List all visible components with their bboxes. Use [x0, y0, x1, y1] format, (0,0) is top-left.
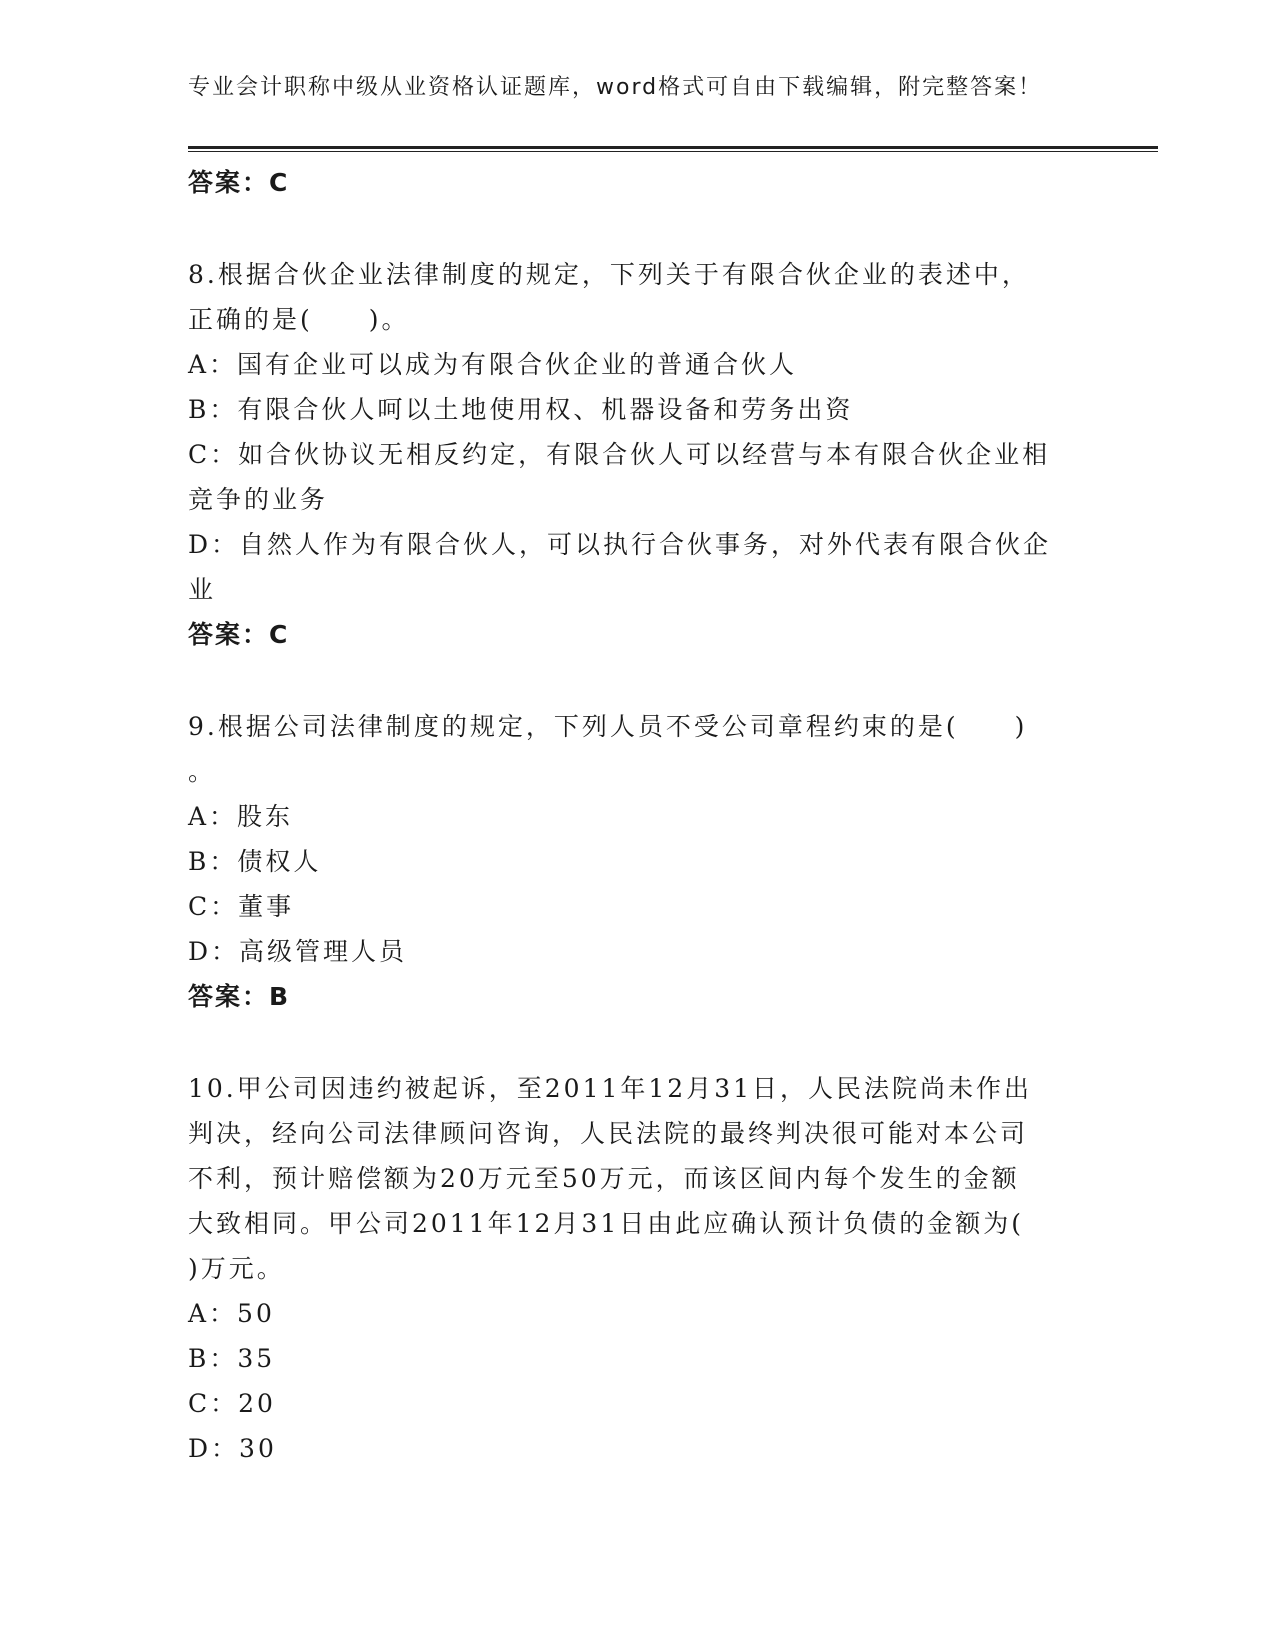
option-b: B：有限合伙人呵以土地使用权、机器设备和劳务出资 [188, 395, 854, 424]
option-a: A：50 [188, 1299, 275, 1328]
question-stem-line: 8.根据合伙企业法律制度的规定，下列关于有限合伙企业的表述中， [188, 260, 1030, 289]
question-stem-line: 9.根据公司法律制度的规定，下列人员不受公司章程约束的是( ) [188, 712, 1028, 741]
option-d: D：自然人作为有限合伙人，可以执行合伙事务，对外代表有限合伙企 [188, 530, 1052, 559]
option-d: D：高级管理人员 [188, 937, 408, 966]
option-c-continued: 竞争的业务 [188, 485, 329, 514]
question-stem-line: 正确的是( )。 [188, 305, 410, 334]
question-stem-line: 。 [188, 757, 217, 786]
option-d-continued: 业 [188, 575, 217, 604]
answer: 答案：B [188, 982, 291, 1011]
previous-answer: 答案：C [188, 168, 290, 197]
question-stem-line: 大致相同。甲公司2011年12月31日由此应确认预计负债的金额为( [188, 1209, 1025, 1238]
page-header: 专业会计职称中级从业资格认证题库，word格式可自由下载编辑，附完整答案！ [188, 75, 1043, 100]
answer: 答案：C [188, 620, 290, 649]
option-c: C：董事 [188, 892, 295, 921]
question-9 [188, 704, 1088, 1020]
option-a: A：国有企业可以成为有限合伙企业的普通合伙人 [188, 350, 798, 379]
header-divider [188, 146, 1158, 152]
question-stem-line: 判决，经向公司法律顾问咨询，人民法院的最终判决很可能对本公司 [188, 1119, 1029, 1148]
option-b: B：债权人 [188, 847, 322, 876]
option-c: C：20 [188, 1389, 276, 1418]
question-10 [188, 1066, 1088, 1471]
question-stem-line: 10.甲公司因违约被起诉，至2011年12月31日，人民法院尚未作出 [188, 1074, 1033, 1103]
option-d: D：30 [188, 1434, 277, 1463]
option-a: A：股东 [188, 802, 294, 831]
question-stem-line: 不利，预计赔偿额为20万元至50万元，而该区间内每个发生的金额 [188, 1164, 1020, 1193]
document-body [188, 160, 1088, 1471]
option-c: C：如合伙协议无相反约定，有限合伙人可以经营与本有限合伙企业相 [188, 440, 1051, 469]
question-stem-line: )万元。 [188, 1254, 285, 1283]
question-8 [188, 252, 1088, 658]
option-b: B：35 [188, 1344, 276, 1373]
